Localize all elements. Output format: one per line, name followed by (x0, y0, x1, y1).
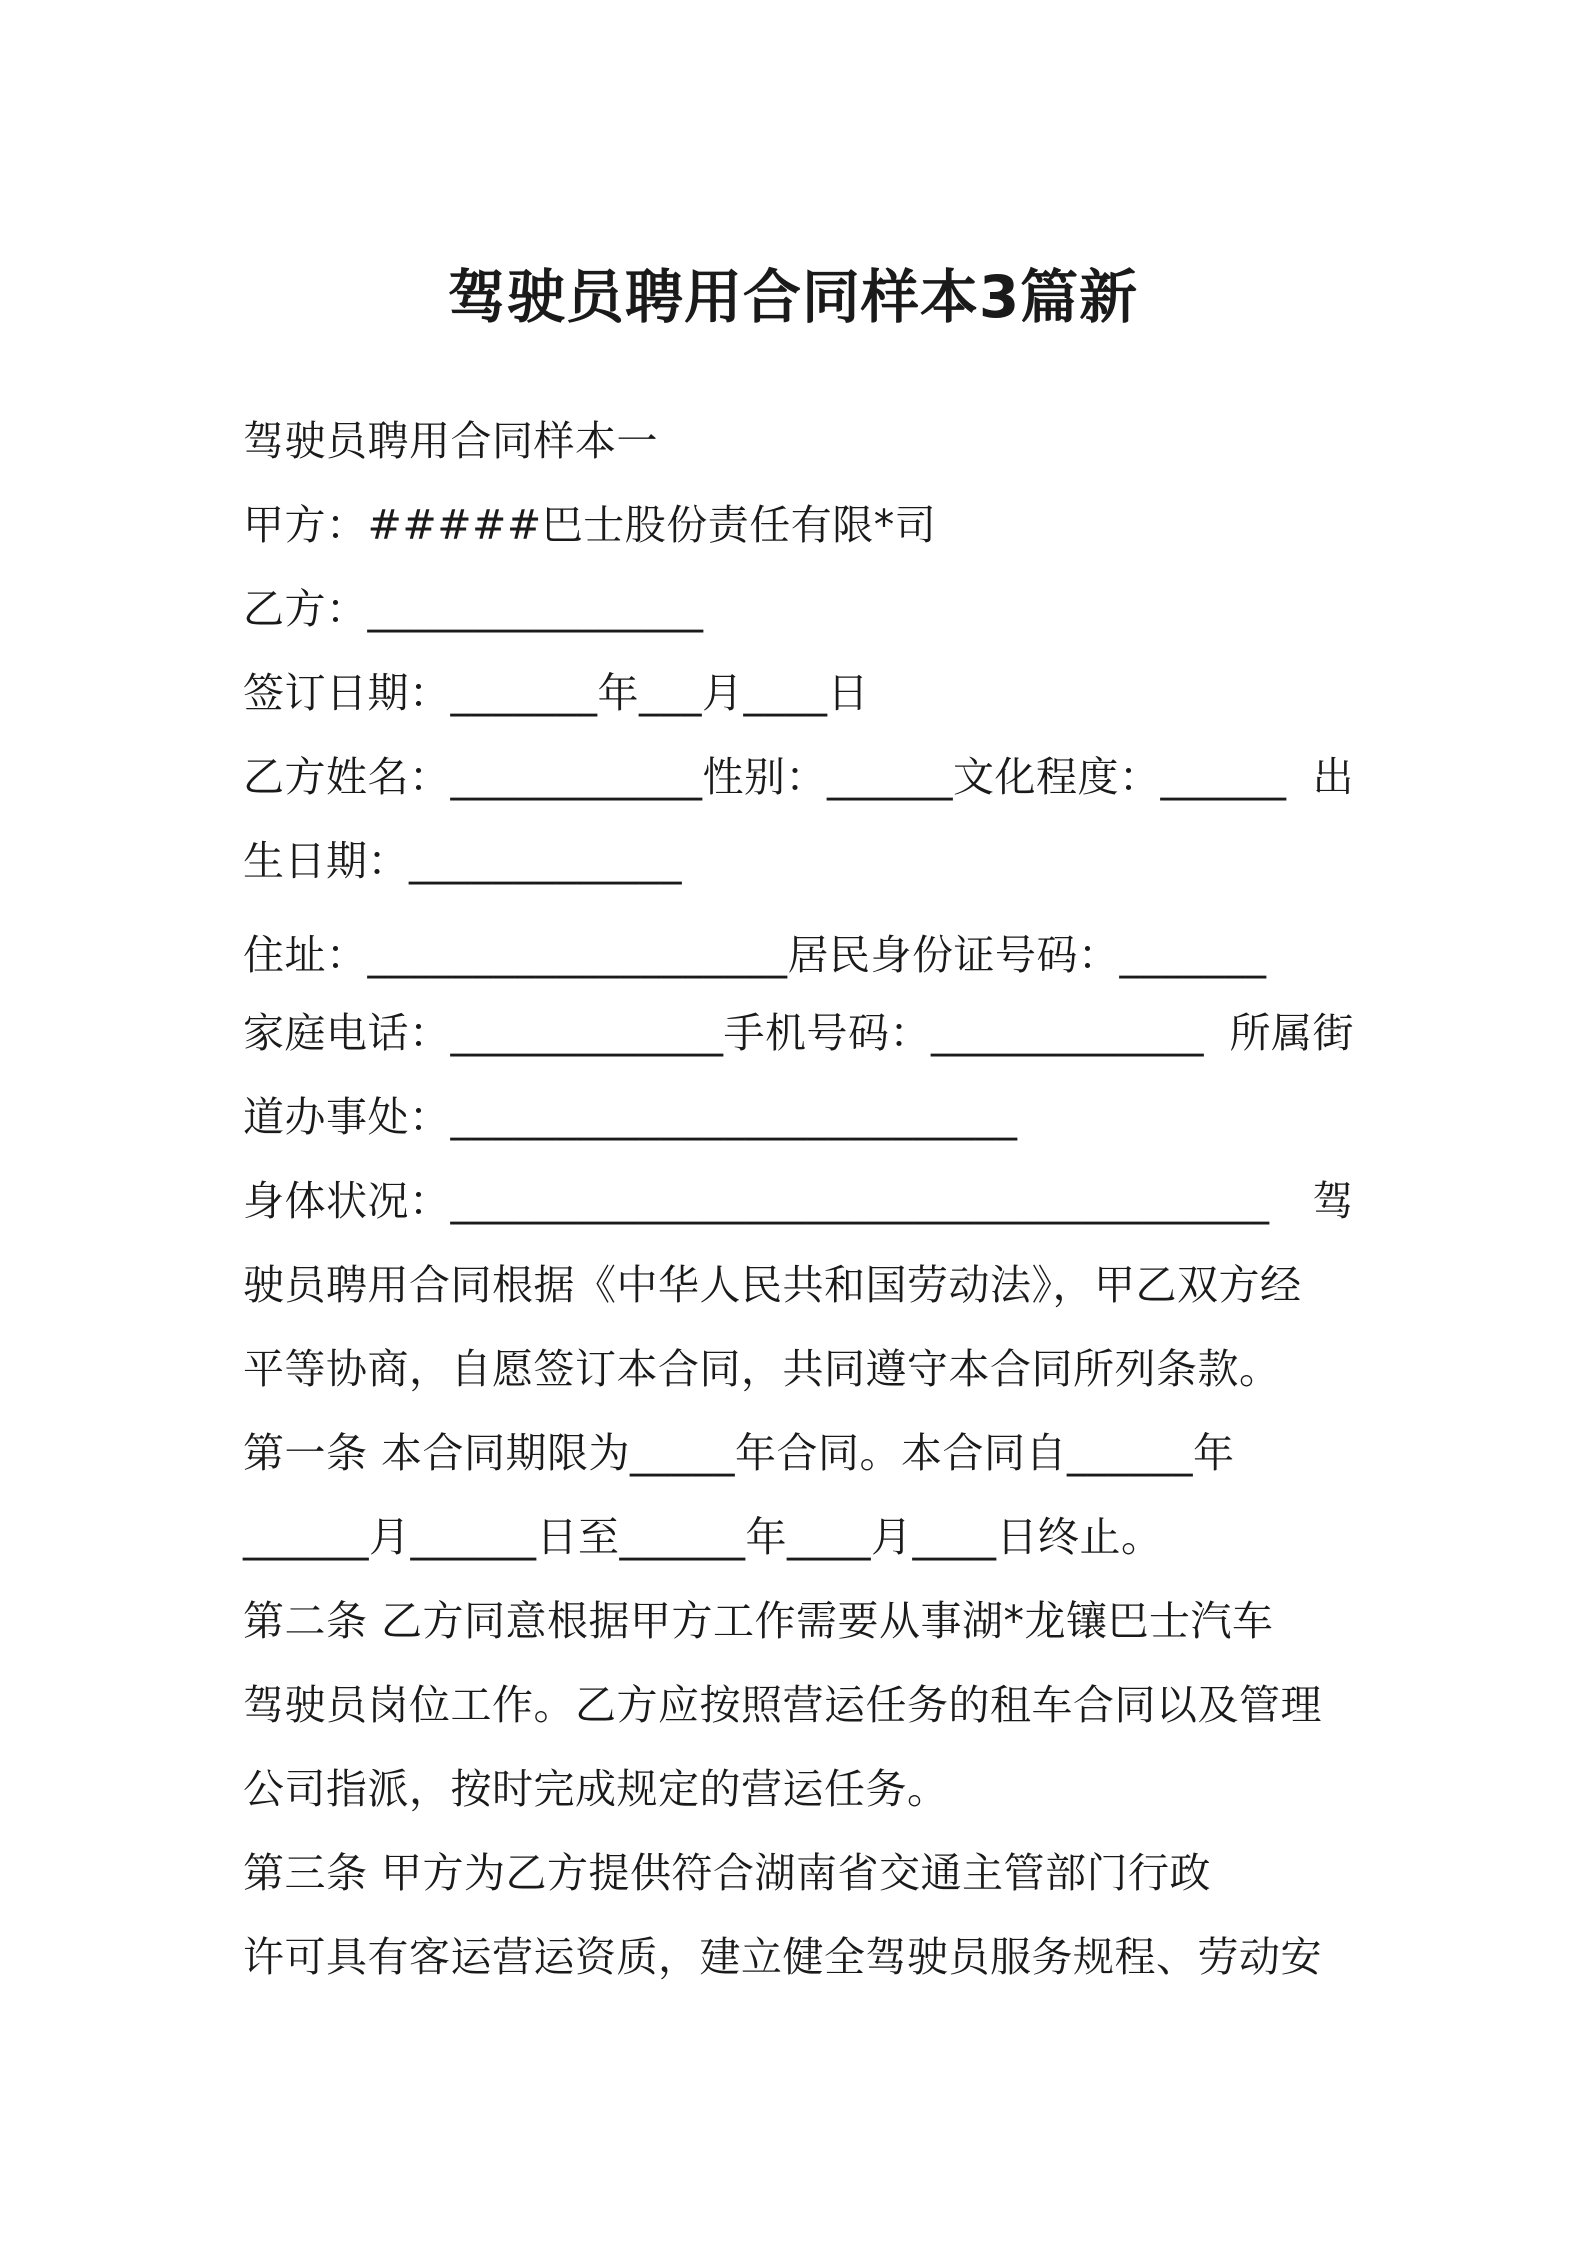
text-line: 家庭电话：_____________手机号码：_____________ (243, 1009, 1204, 1057)
text-line: 身体状况：_______________________________________ (243, 1177, 1270, 1225)
text-line: 驶员聘用合同根据《中华人民共和国劳动法》，甲乙双方经 (243, 1261, 1302, 1309)
text-line: 许可具有客运营运资质，建立健全驾驶员服务规程、劳动安 (243, 1933, 1322, 1981)
text-line: 乙方：________________ (243, 585, 704, 633)
text-line: 甲方：#####巴士股份责任有限*司 (243, 501, 937, 549)
text-line: 生日期：_____________ (243, 837, 682, 885)
document-title: 驾驶员聘用合同样本3篇新 (447, 263, 1139, 331)
text-line: 驾驶员岗位工作。乙方应按照营运任务的租车合同以及管理 (243, 1681, 1322, 1729)
text-line: 公司指派，按时完成规定的营运任务。 (243, 1765, 949, 1813)
text-line: 第二条 乙方同意根据甲方工作需要从事湖*龙镶巴士汽车 (243, 1597, 1274, 1645)
text-line: 驾 (1312, 1177, 1354, 1225)
text-line: 第三条 甲方为乙方提供符合湖南省交通主管部门行政 (243, 1849, 1212, 1897)
text-line: 乙方姓名：____________性别：______文化程度：______ (243, 753, 1287, 801)
text-line: 所属街 (1229, 1009, 1354, 1057)
text-line: 道办事处：___________________________ (243, 1093, 1018, 1141)
text-line: 驾驶员聘用合同样本一 (243, 417, 658, 465)
text-line: 平等协商，自愿签订本合同，共同遵守本合同所列条款。 (243, 1345, 1281, 1393)
text-line: 第一条 本合同期限为_____年合同。本合同自______年 (243, 1429, 1235, 1477)
text-line: ______月______日至______年____月____日终止。 (243, 1513, 1163, 1561)
text-line: 签订日期：_______年___月____日 (243, 669, 869, 717)
text-line: 出 (1312, 753, 1354, 801)
text-line: 住址：____________________居民身份证号码：_______ (243, 931, 1267, 979)
